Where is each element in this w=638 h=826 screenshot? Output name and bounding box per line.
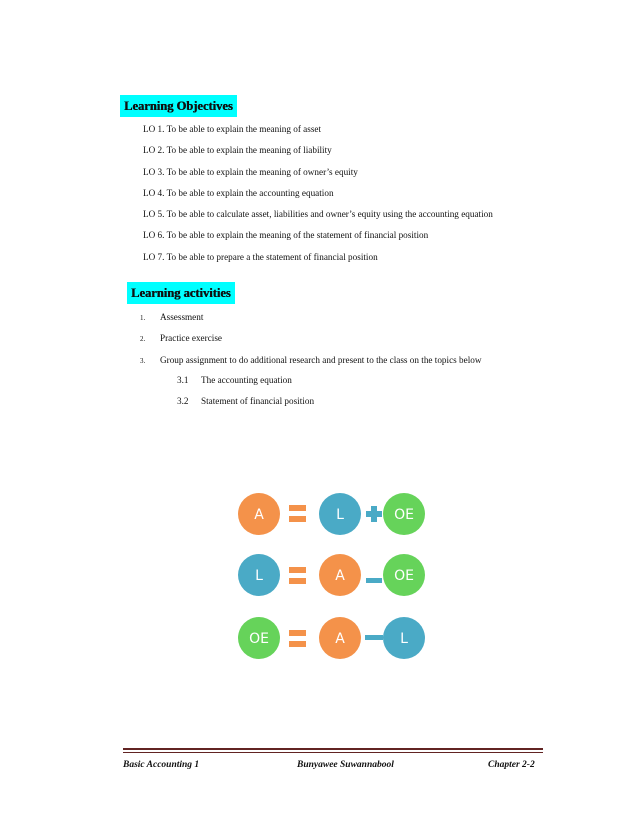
objective-item: LO 1. To be able to explain the meaning of asset — [143, 124, 322, 134]
objective-item: LO 5. To be able to calculate asset, liabilities and owner’s equity using the accounting equation — [143, 209, 493, 220]
activity-text: Group assignment to do additional research and present to the class on the topics below — [160, 354, 482, 365]
asset-circle — [238, 493, 280, 535]
equity-circle — [383, 554, 425, 596]
equation-row-2 — [238, 554, 425, 596]
activity-item — [140, 353, 481, 374]
minus-icon — [366, 578, 382, 583]
activity-subitem — [177, 373, 314, 394]
activity-item — [140, 331, 481, 352]
equity-circle — [238, 617, 280, 659]
minus-icon — [365, 635, 383, 640]
circle-label: OE — [394, 568, 414, 584]
circle-label: A — [254, 507, 264, 523]
objective-item: LO 6. To be able to explain the meaning of the statement of financial position — [143, 230, 429, 241]
footer-right: Chapter 2-2 — [488, 760, 535, 770]
circle-label: OE — [394, 507, 414, 523]
equation-row-3 — [238, 617, 425, 659]
liability-circle — [383, 617, 425, 659]
objectives-list — [143, 122, 493, 271]
asset-circle — [319, 617, 361, 659]
circle-label: L — [255, 568, 263, 584]
circle-label: OE — [249, 631, 269, 647]
equals-icon — [289, 630, 306, 647]
objective-item: LO 2. To be able to explain the meaning of liability — [143, 145, 332, 156]
objectives-heading: Learning Objectives — [120, 95, 237, 117]
activities-heading: Learning activities — [127, 282, 235, 304]
plus-icon — [366, 506, 382, 522]
circle-label: L — [400, 631, 408, 647]
circle-label: A — [335, 568, 345, 584]
asset-circle — [319, 554, 361, 596]
subitem-number: 3.2 — [177, 396, 189, 407]
equity-circle — [383, 493, 425, 535]
activity-number: 2. — [140, 335, 146, 344]
liability-circle — [238, 554, 280, 596]
footer-rule — [123, 748, 543, 750]
activity-subitems — [177, 373, 314, 416]
activity-number: 3. — [140, 356, 146, 365]
liability-circle — [319, 493, 361, 535]
activity-text: Practice exercise — [160, 333, 222, 344]
footer-center: Bunyawee Suwannabool — [297, 760, 394, 770]
equals-icon — [289, 505, 306, 522]
activities-list — [140, 310, 481, 374]
circle-label: L — [336, 507, 344, 523]
activity-text: Assessment — [160, 312, 204, 322]
footer-left: Basic Accounting 1 — [123, 760, 200, 770]
subitem-text: Statement of financial position — [201, 396, 315, 407]
accounting-equation-diagram — [230, 488, 430, 663]
activity-subitem — [177, 394, 314, 415]
objective-item: LO 4. To be able to explain the accounting equation — [143, 187, 334, 198]
objective-item: LO 7. To be able to prepare a the statement of financial position — [143, 251, 378, 262]
circle-label: A — [335, 631, 345, 647]
activity-number: 1. — [140, 314, 146, 322]
objective-item: LO 3. To be able to explain the meaning of owner’s equity — [143, 166, 358, 177]
footer-rule — [123, 752, 543, 753]
equation-row-1 — [238, 493, 425, 535]
subitem-number: 3.1 — [177, 375, 189, 385]
activity-item — [140, 310, 481, 331]
equals-icon — [289, 567, 306, 584]
subitem-text: The accounting equation — [201, 375, 292, 385]
